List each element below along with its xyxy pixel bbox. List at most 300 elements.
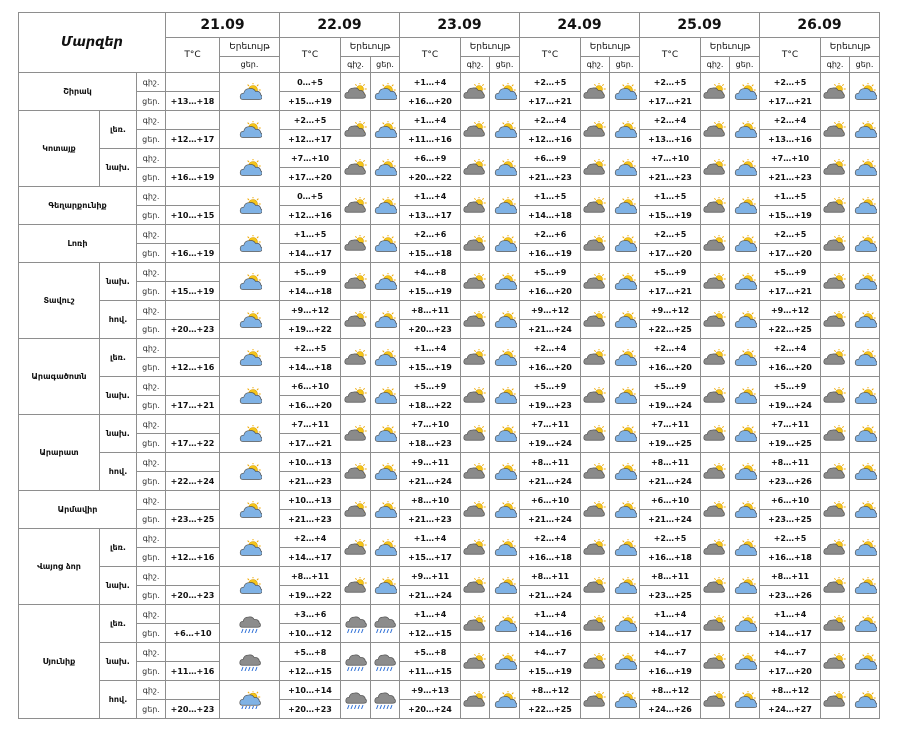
day-temp: +16…+20 bbox=[520, 358, 581, 377]
night-weather-cell bbox=[341, 529, 371, 567]
sun-cloud-icon bbox=[371, 83, 399, 101]
night-temp: +2…+4 bbox=[520, 339, 581, 358]
day-weather-cell bbox=[220, 225, 280, 263]
day-temp: +14…+17 bbox=[280, 244, 341, 263]
table-row bbox=[19, 567, 880, 586]
day-temp: +14…+18 bbox=[520, 206, 581, 225]
sun-cloud-icon bbox=[730, 691, 759, 709]
day-weather-cell bbox=[730, 149, 760, 187]
zone-label: նախ. bbox=[100, 377, 137, 415]
day-weather-cell bbox=[610, 529, 640, 567]
night-temp: +9…+12 bbox=[760, 301, 821, 320]
night-weather-cell bbox=[821, 681, 850, 719]
night-temp: +10…+14 bbox=[280, 681, 341, 700]
day-weather-cell bbox=[490, 605, 520, 643]
day-weather-cell bbox=[730, 377, 760, 415]
day-temp: +11…+16 bbox=[400, 130, 461, 149]
zone-label: նախ. bbox=[100, 263, 137, 301]
day-temp: +24…+27 bbox=[760, 700, 821, 719]
sun-cloud-icon bbox=[220, 539, 279, 557]
night-temp: +4…+7 bbox=[520, 643, 581, 662]
sun-cloud-icon bbox=[490, 577, 519, 595]
night-weather-cell bbox=[581, 681, 610, 719]
night-temp: +2…+4 bbox=[760, 339, 821, 358]
day-temp: +23…+25 bbox=[640, 586, 701, 605]
temp-header: T°C bbox=[760, 38, 821, 73]
cloud-icon bbox=[341, 311, 370, 329]
day-weather-cell bbox=[371, 149, 400, 187]
cloud-icon bbox=[821, 425, 849, 443]
cloud-icon bbox=[821, 653, 849, 671]
night-temp: +5…+9 bbox=[280, 263, 341, 282]
day-temp: +18…+22 bbox=[400, 396, 461, 415]
sun-cloud-icon bbox=[220, 121, 279, 139]
sun-cloud-icon bbox=[850, 539, 879, 557]
night-temp: +2…+4 bbox=[520, 111, 581, 130]
sun-cloud-icon bbox=[610, 539, 639, 557]
day-temp: +17…+21 bbox=[166, 396, 220, 415]
zone-label: լեռ. bbox=[100, 111, 137, 149]
cloud-icon bbox=[701, 425, 729, 443]
day-subheader: ցեր. bbox=[490, 57, 520, 73]
cloud-icon bbox=[581, 501, 609, 519]
night-subheader: գիշ. bbox=[341, 57, 371, 73]
rain-cloud-icon bbox=[371, 691, 399, 709]
day-weather-cell bbox=[371, 491, 400, 529]
night-weather-cell bbox=[821, 187, 850, 225]
night-temp: +2…+6 bbox=[400, 225, 461, 244]
day-weather-cell bbox=[220, 111, 280, 149]
day-temp: +20…+23 bbox=[280, 700, 341, 719]
cloud-icon bbox=[341, 83, 370, 101]
sun-cloud-icon bbox=[220, 83, 279, 101]
cloud-icon bbox=[461, 235, 489, 253]
sun-cloud-icon bbox=[490, 197, 519, 215]
zone-label: նախ. bbox=[100, 415, 137, 453]
cloud-icon bbox=[341, 463, 370, 481]
night-temp-empty bbox=[166, 491, 220, 510]
day-subheader: ցեր. bbox=[850, 57, 880, 73]
night-temp: +1…+4 bbox=[520, 605, 581, 624]
day-temp: +14…+18 bbox=[280, 358, 341, 377]
day-weather-cell bbox=[730, 225, 760, 263]
night-weather-cell bbox=[701, 453, 730, 491]
region-name: Շիրակ bbox=[19, 73, 137, 111]
corner-title: Մարզեր bbox=[19, 13, 166, 73]
cloud-icon bbox=[581, 235, 609, 253]
night-temp: +7…+11 bbox=[640, 415, 701, 434]
day-temp: +17…+21 bbox=[640, 92, 701, 111]
night-temp-empty bbox=[166, 73, 220, 92]
temp-header: T°C bbox=[520, 38, 581, 73]
day-weather-cell bbox=[850, 377, 880, 415]
day-subheader: ցեր. bbox=[220, 57, 280, 73]
night-weather-cell bbox=[821, 339, 850, 377]
night-temp: +8…+11 bbox=[520, 567, 581, 586]
night-temp-empty bbox=[166, 415, 220, 434]
day-temp: +20…+24 bbox=[400, 700, 461, 719]
cloud-icon bbox=[581, 463, 609, 481]
zone-label: հով. bbox=[100, 453, 137, 491]
cloud-icon bbox=[821, 539, 849, 557]
day-temp: +15…+17 bbox=[400, 548, 461, 567]
sun-cloud-icon bbox=[610, 83, 639, 101]
night-label: գիշ. bbox=[137, 605, 166, 624]
day-temp: +11…+16 bbox=[166, 662, 220, 681]
weather-header: Երեւույթ bbox=[701, 38, 760, 57]
night-temp: +1…+4 bbox=[400, 111, 461, 130]
cloud-icon bbox=[821, 463, 849, 481]
day-temp: +13…+16 bbox=[760, 130, 821, 149]
region-name: Արմավիր bbox=[19, 491, 137, 529]
cloud-icon bbox=[701, 615, 729, 633]
cloud-icon bbox=[821, 121, 849, 139]
rain-cloud-icon bbox=[220, 615, 279, 633]
sun-cloud-icon bbox=[371, 121, 399, 139]
day-temp: +16…+19 bbox=[640, 662, 701, 681]
night-weather-cell bbox=[341, 339, 371, 377]
day-temp: +11…+15 bbox=[400, 662, 461, 681]
night-temp: +2…+4 bbox=[640, 339, 701, 358]
night-temp: +7…+10 bbox=[640, 149, 701, 168]
night-weather-cell bbox=[341, 73, 371, 111]
cloud-icon bbox=[341, 539, 370, 557]
day-temp: +22…+25 bbox=[760, 320, 821, 339]
sun-cloud-icon bbox=[490, 349, 519, 367]
day-weather-cell bbox=[730, 491, 760, 529]
sun-cloud-icon bbox=[490, 83, 519, 101]
day-weather-cell bbox=[730, 681, 760, 719]
night-temp: +2…+5 bbox=[760, 529, 821, 548]
table-row bbox=[19, 263, 880, 282]
night-weather-cell bbox=[341, 301, 371, 339]
night-weather-cell bbox=[461, 263, 490, 301]
night-weather-cell bbox=[341, 605, 371, 643]
night-weather-cell bbox=[341, 453, 371, 491]
sun-cloud-icon bbox=[730, 425, 759, 443]
cloud-icon bbox=[701, 121, 729, 139]
sun-cloud-icon bbox=[371, 387, 399, 405]
night-temp: +5…+9 bbox=[640, 263, 701, 282]
night-weather-cell bbox=[461, 681, 490, 719]
night-temp: +2…+4 bbox=[280, 529, 341, 548]
date-header: 24.09 bbox=[520, 13, 640, 38]
day-subheader: ցեր. bbox=[371, 57, 400, 73]
night-subheader: գիշ. bbox=[701, 57, 730, 73]
day-temp: +16…+20 bbox=[520, 282, 581, 301]
cloud-icon bbox=[821, 349, 849, 367]
day-temp: +14…+17 bbox=[280, 548, 341, 567]
night-weather-cell bbox=[461, 111, 490, 149]
night-label: գիշ. bbox=[137, 377, 166, 396]
day-temp: +12…+15 bbox=[400, 624, 461, 643]
night-weather-cell bbox=[581, 339, 610, 377]
day-label: ցեր. bbox=[137, 586, 166, 605]
day-label: ցեր. bbox=[137, 472, 166, 491]
day-label: ցեր. bbox=[137, 700, 166, 719]
day-weather-cell bbox=[371, 643, 400, 681]
table-row bbox=[19, 73, 880, 92]
night-weather-cell bbox=[701, 263, 730, 301]
night-label: գիշ. bbox=[137, 453, 166, 472]
sun-cloud-icon bbox=[730, 273, 759, 291]
day-temp: +21…+24 bbox=[640, 510, 701, 529]
day-weather-cell bbox=[610, 149, 640, 187]
day-weather-cell bbox=[220, 73, 280, 111]
sun-cloud-icon bbox=[730, 577, 759, 595]
day-temp: +12…+16 bbox=[166, 548, 220, 567]
sun-cloud-icon bbox=[730, 159, 759, 177]
sun-cloud-icon bbox=[610, 311, 639, 329]
night-weather-cell bbox=[341, 187, 371, 225]
night-temp: +1…+4 bbox=[640, 605, 701, 624]
day-weather-cell bbox=[730, 453, 760, 491]
night-temp-empty bbox=[166, 567, 220, 586]
day-weather-cell bbox=[371, 453, 400, 491]
night-weather-cell bbox=[701, 377, 730, 415]
night-temp: +8…+11 bbox=[400, 301, 461, 320]
day-weather-cell bbox=[610, 73, 640, 111]
night-weather-cell bbox=[821, 567, 850, 605]
day-temp: +19…+24 bbox=[760, 396, 821, 415]
day-weather-cell bbox=[610, 339, 640, 377]
sun-cloud-icon bbox=[220, 311, 279, 329]
sun-cloud-icon bbox=[371, 539, 399, 557]
sun-cloud-icon bbox=[610, 235, 639, 253]
night-temp-empty bbox=[166, 187, 220, 206]
day-temp: +21…+24 bbox=[520, 472, 581, 491]
night-label: գիշ. bbox=[137, 567, 166, 586]
cloud-icon bbox=[581, 349, 609, 367]
day-weather-cell bbox=[490, 453, 520, 491]
night-weather-cell bbox=[821, 225, 850, 263]
day-weather-cell bbox=[730, 605, 760, 643]
cloud-icon bbox=[581, 159, 609, 177]
night-temp: +10…+13 bbox=[280, 453, 341, 472]
day-temp: +16…+18 bbox=[760, 548, 821, 567]
sun-cloud-icon bbox=[730, 83, 759, 101]
night-label: գիշ. bbox=[137, 187, 166, 206]
cloud-icon bbox=[701, 691, 729, 709]
sun-cloud-icon bbox=[850, 691, 879, 709]
day-label: ցեր. bbox=[137, 168, 166, 187]
night-label: գիշ. bbox=[137, 415, 166, 434]
table-row bbox=[19, 529, 880, 548]
rain-cloud-icon bbox=[371, 615, 399, 633]
sun-cloud-icon bbox=[850, 463, 879, 481]
day-temp: +21…+23 bbox=[280, 510, 341, 529]
day-temp: +23…+25 bbox=[760, 510, 821, 529]
date-header: 25.09 bbox=[640, 13, 760, 38]
day-temp: +19…+22 bbox=[280, 320, 341, 339]
day-label: ցեր. bbox=[137, 92, 166, 111]
day-label: ցեր. bbox=[137, 624, 166, 643]
night-temp: +2…+6 bbox=[520, 225, 581, 244]
day-weather-cell bbox=[490, 415, 520, 453]
day-weather-cell bbox=[850, 415, 880, 453]
night-temp: +5…+9 bbox=[400, 377, 461, 396]
day-weather-cell bbox=[220, 415, 280, 453]
day-temp: +21…+24 bbox=[400, 586, 461, 605]
night-weather-cell bbox=[821, 643, 850, 681]
day-weather-cell bbox=[220, 377, 280, 415]
night-subheader: գիշ. bbox=[461, 57, 490, 73]
zone-label: լեռ. bbox=[100, 529, 137, 567]
day-temp: +20…+23 bbox=[166, 700, 220, 719]
night-temp: +1…+5 bbox=[520, 187, 581, 206]
day-weather-cell bbox=[220, 453, 280, 491]
night-weather-cell bbox=[461, 187, 490, 225]
night-temp: +9…+13 bbox=[400, 681, 461, 700]
night-weather-cell bbox=[701, 301, 730, 339]
sun-cloud-icon bbox=[371, 235, 399, 253]
night-temp: +1…+4 bbox=[400, 605, 461, 624]
sun-cloud-icon bbox=[371, 577, 399, 595]
cloud-icon bbox=[821, 691, 849, 709]
night-label: գիշ. bbox=[137, 111, 166, 130]
cloud-icon bbox=[701, 311, 729, 329]
sun-cloud-icon bbox=[490, 463, 519, 481]
night-weather-cell bbox=[461, 149, 490, 187]
date-header: 22.09 bbox=[280, 13, 400, 38]
night-temp: +2…+5 bbox=[760, 225, 821, 244]
night-weather-cell bbox=[701, 567, 730, 605]
cloud-icon bbox=[581, 273, 609, 291]
sun-cloud-icon bbox=[220, 577, 279, 595]
day-temp: +23…+26 bbox=[760, 472, 821, 491]
sun-cloud-icon bbox=[730, 349, 759, 367]
day-temp: +19…+24 bbox=[520, 434, 581, 453]
region-name: Վայոց ձոր bbox=[19, 529, 100, 605]
day-label: ցեր. bbox=[137, 358, 166, 377]
cloud-icon bbox=[821, 387, 849, 405]
day-label: ցեր. bbox=[137, 130, 166, 149]
day-temp: +23…+26 bbox=[760, 586, 821, 605]
night-weather-cell bbox=[581, 415, 610, 453]
cloud-icon bbox=[701, 349, 729, 367]
night-temp-empty bbox=[166, 453, 220, 472]
cloud-icon bbox=[461, 121, 489, 139]
day-temp: +20…+22 bbox=[400, 168, 461, 187]
day-weather-cell bbox=[610, 187, 640, 225]
night-temp-empty bbox=[166, 681, 220, 700]
cloud-icon bbox=[581, 311, 609, 329]
night-subheader: գիշ. bbox=[821, 57, 850, 73]
day-label: ցեր. bbox=[137, 282, 166, 301]
sun-cloud-icon bbox=[610, 197, 639, 215]
day-weather-cell bbox=[850, 149, 880, 187]
night-temp-empty bbox=[166, 377, 220, 396]
night-weather-cell bbox=[821, 73, 850, 111]
night-weather-cell bbox=[821, 377, 850, 415]
night-weather-cell bbox=[821, 491, 850, 529]
day-weather-cell bbox=[850, 301, 880, 339]
day-temp: +16…+20 bbox=[400, 92, 461, 111]
night-temp-empty bbox=[166, 643, 220, 662]
night-temp: +6…+10 bbox=[760, 491, 821, 510]
day-weather-cell bbox=[220, 681, 280, 719]
cloud-icon bbox=[341, 273, 370, 291]
day-temp: +18…+23 bbox=[400, 434, 461, 453]
cloud-icon bbox=[461, 425, 489, 443]
night-label: գիշ. bbox=[137, 301, 166, 320]
sun-cloud-icon bbox=[610, 387, 639, 405]
night-weather-cell bbox=[581, 567, 610, 605]
weather-header: Երեւույթ bbox=[220, 38, 280, 57]
day-weather-cell bbox=[371, 529, 400, 567]
day-temp: +14…+17 bbox=[760, 624, 821, 643]
sun-cloud-icon bbox=[730, 463, 759, 481]
sun-cloud-icon bbox=[730, 311, 759, 329]
night-weather-cell bbox=[341, 567, 371, 605]
night-temp: +4…+7 bbox=[760, 643, 821, 662]
night-temp-empty bbox=[166, 301, 220, 320]
sun-cloud-icon bbox=[850, 159, 879, 177]
day-weather-cell bbox=[371, 187, 400, 225]
night-temp-empty bbox=[166, 111, 220, 130]
cloud-icon bbox=[701, 387, 729, 405]
cloud-icon bbox=[581, 387, 609, 405]
weather-header: Երեւույթ bbox=[461, 38, 520, 57]
day-temp: +14…+16 bbox=[520, 624, 581, 643]
day-subheader: ցեր. bbox=[610, 57, 640, 73]
night-temp: +7…+10 bbox=[280, 149, 341, 168]
sun-cloud-icon bbox=[730, 197, 759, 215]
night-temp: +9…+12 bbox=[640, 301, 701, 320]
night-weather-cell bbox=[701, 73, 730, 111]
day-temp: +15…+19 bbox=[280, 92, 341, 111]
day-weather-cell bbox=[490, 73, 520, 111]
day-temp: +16…+18 bbox=[520, 548, 581, 567]
sun-cloud-icon bbox=[220, 425, 279, 443]
day-temp: +10…+12 bbox=[280, 624, 341, 643]
night-weather-cell bbox=[701, 643, 730, 681]
day-label: ցեր. bbox=[137, 244, 166, 263]
day-weather-cell bbox=[490, 529, 520, 567]
night-weather-cell bbox=[341, 643, 371, 681]
day-weather-cell bbox=[490, 149, 520, 187]
sun-cloud-icon bbox=[850, 425, 879, 443]
cloud-icon bbox=[341, 425, 370, 443]
day-temp: +23…+25 bbox=[166, 510, 220, 529]
cloud-icon bbox=[701, 159, 729, 177]
sun-cloud-icon bbox=[850, 121, 879, 139]
night-temp: +9…+12 bbox=[520, 301, 581, 320]
sun-cloud-icon bbox=[490, 159, 519, 177]
cloud-icon bbox=[341, 349, 370, 367]
day-weather-cell bbox=[371, 301, 400, 339]
sun-cloud-icon bbox=[850, 83, 879, 101]
night-temp: +5…+8 bbox=[400, 643, 461, 662]
sun-cloud-icon bbox=[730, 121, 759, 139]
cloud-icon bbox=[581, 121, 609, 139]
night-weather-cell bbox=[581, 605, 610, 643]
cloud-icon bbox=[461, 311, 489, 329]
cloud-icon bbox=[821, 197, 849, 215]
cloud-icon bbox=[701, 463, 729, 481]
cloud-icon bbox=[461, 501, 489, 519]
rain-cloud-icon bbox=[371, 653, 399, 671]
day-label: ցեր. bbox=[137, 548, 166, 567]
day-weather-cell bbox=[220, 491, 280, 529]
day-temp: +12…+16 bbox=[166, 358, 220, 377]
sun-cloud-icon bbox=[610, 273, 639, 291]
day-weather-cell bbox=[490, 567, 520, 605]
day-weather-cell bbox=[371, 567, 400, 605]
day-weather-cell bbox=[371, 225, 400, 263]
day-weather-cell bbox=[730, 301, 760, 339]
forecast-table bbox=[18, 12, 880, 719]
